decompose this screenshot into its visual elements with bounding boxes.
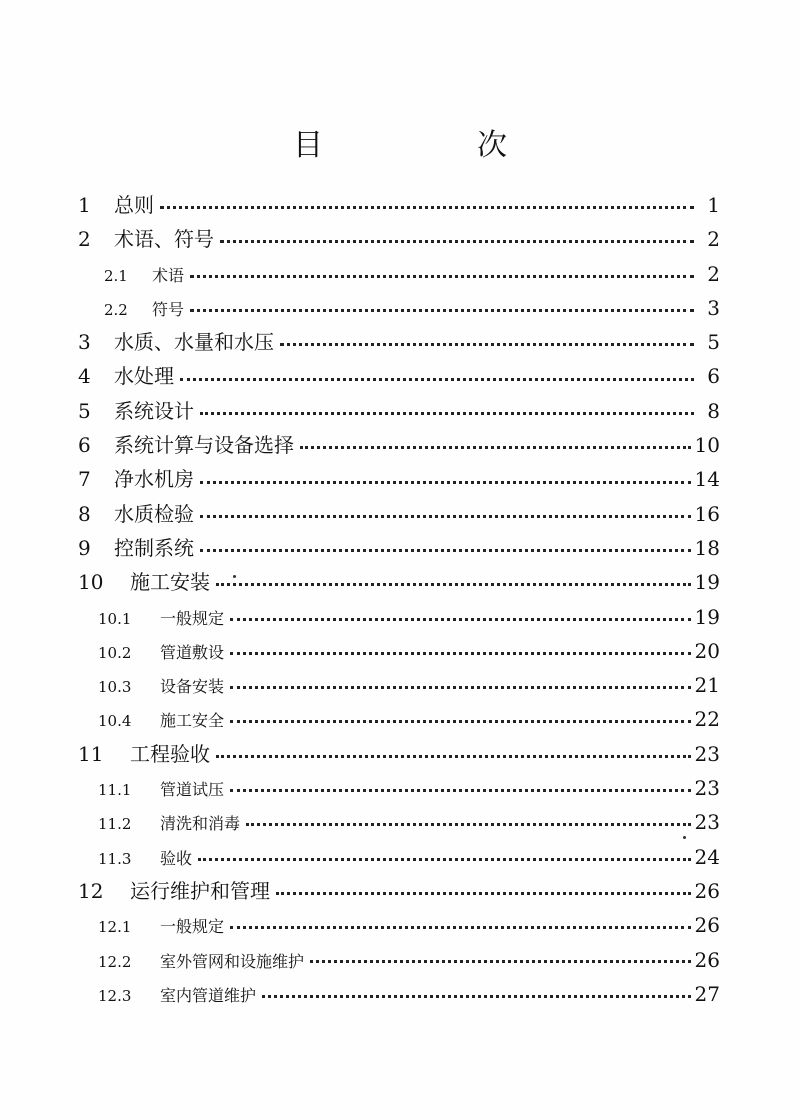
toc-entry-number: 9 <box>78 535 91 560</box>
toc-entry-page: 5 <box>707 330 720 355</box>
toc-entry-page: 10 <box>694 433 720 458</box>
toc-entry-label: 设备安装 <box>160 677 225 697</box>
toc-entry-page: 16 <box>694 501 720 526</box>
leader-dots <box>200 470 691 490</box>
toc-entry[interactable] <box>78 222 720 256</box>
toc-entry-label: 术语 <box>152 265 185 285</box>
toc-entry-label: 运行维护和管理 <box>130 878 270 903</box>
toc-entry-number: 2.1 <box>104 266 128 285</box>
toc-entry-page: 6 <box>707 364 720 389</box>
leader-dots <box>276 881 691 901</box>
toc-entry-page: 23 <box>694 776 720 801</box>
toc-entry[interactable] <box>78 257 720 291</box>
toc-entry-page: 26 <box>694 878 720 903</box>
table-of-contents <box>78 188 720 1011</box>
toc-entry[interactable] <box>78 874 720 908</box>
leader-dots <box>216 572 691 592</box>
toc-entry-label: 控制系统 <box>114 535 194 560</box>
toc-entry-number: 11.1 <box>98 781 132 800</box>
page-title: 目 次 <box>293 128 569 164</box>
toc-entry[interactable] <box>78 943 720 977</box>
toc-entry-number: 10.2 <box>98 643 132 662</box>
toc-entry[interactable] <box>78 325 720 359</box>
leader-dots <box>198 849 691 865</box>
toc-entry[interactable] <box>78 394 720 428</box>
toc-entry-page: 18 <box>694 535 720 560</box>
toc-entry-label: 一般规定 <box>160 917 225 937</box>
leader-dots <box>230 643 691 659</box>
toc-entry[interactable] <box>78 188 720 222</box>
toc-entry[interactable] <box>78 805 720 839</box>
toc-entry-number: 6 <box>78 433 91 458</box>
scan-speck <box>683 836 686 839</box>
toc-entry-page: 26 <box>694 947 720 972</box>
toc-entry-page: 8 <box>707 398 720 423</box>
toc-entry-page: 1 <box>707 193 720 217</box>
toc-entry-label: 系统计算与设备选择 <box>114 433 294 458</box>
toc-entry-label: 系统设计 <box>114 398 194 423</box>
toc-entry-page: 27 <box>694 981 720 1006</box>
leader-dots <box>230 677 691 693</box>
toc-entry-number: 11.3 <box>98 849 132 868</box>
toc-entry-label: 施工安全 <box>160 711 225 731</box>
toc-entry-label: 术语、符号 <box>114 227 214 252</box>
leader-dots <box>230 780 691 796</box>
toc-entry[interactable] <box>78 462 720 496</box>
toc-entry-label: 验收 <box>160 848 193 868</box>
leader-dots <box>190 300 694 316</box>
toc-entry[interactable] <box>78 668 720 702</box>
toc-entry-number: 10.1 <box>98 609 132 628</box>
toc-entry-number: 12.2 <box>98 952 132 971</box>
toc-entry[interactable] <box>78 840 720 874</box>
toc-entry-number: 1 <box>78 193 91 217</box>
toc-entry-page: 3 <box>707 295 720 320</box>
leader-dots <box>262 986 691 1002</box>
toc-entry[interactable] <box>78 702 720 736</box>
toc-entry[interactable] <box>78 497 720 531</box>
toc-entry-page: 20 <box>694 638 720 663</box>
toc-entry-label: 水质检验 <box>114 501 194 526</box>
toc-entry-label: 水质、水量和水压 <box>114 330 274 355</box>
leader-dots <box>216 744 691 764</box>
leader-dots <box>190 266 694 282</box>
toc-entry-number: 11 <box>78 741 104 766</box>
leader-dots <box>280 332 694 352</box>
toc-entry-number: 4 <box>78 364 91 389</box>
leader-dots <box>230 917 691 933</box>
toc-entry-number: 10 <box>78 570 104 595</box>
toc-entry-number: 11.2 <box>98 815 132 834</box>
toc-entry-page: 14 <box>694 467 720 492</box>
toc-entry-page: 23 <box>694 741 720 766</box>
leader-dots <box>300 435 691 455</box>
toc-entry-label: 室外管网和设施维护 <box>160 951 305 971</box>
toc-entry-page: 24 <box>694 844 720 869</box>
toc-entry-number: 2.2 <box>104 300 128 319</box>
toc-entry-number: 8 <box>78 501 91 526</box>
toc-entry-label: 管道试压 <box>160 780 225 800</box>
leader-dots <box>200 538 691 558</box>
toc-entry-number: 5 <box>78 398 91 423</box>
toc-entry-label: 清洗和消毒 <box>160 814 241 834</box>
toc-entry-page: 2 <box>707 261 720 286</box>
toc-entry-page: 26 <box>694 913 720 938</box>
toc-entry[interactable] <box>78 600 720 634</box>
toc-entry[interactable] <box>78 428 720 462</box>
toc-entry-page: 23 <box>694 810 720 835</box>
toc-entry-label: 水处理 <box>114 364 174 389</box>
toc-entry-label: 施工安装 <box>130 570 210 595</box>
leader-dots <box>246 814 691 830</box>
toc-entry[interactable] <box>78 977 720 1011</box>
toc-entry-label: 净水机房 <box>114 467 194 492</box>
toc-entry-label: 工程验收 <box>130 741 210 766</box>
toc-entry-label: 室内管道维护 <box>160 985 257 1005</box>
leader-dots <box>220 229 694 249</box>
toc-entry[interactable] <box>78 908 720 942</box>
toc-entry[interactable] <box>78 565 720 599</box>
toc-entry-number: 3 <box>78 330 91 355</box>
toc-entry-page: 2 <box>707 227 720 252</box>
toc-entry[interactable] <box>78 634 720 668</box>
toc-entry[interactable] <box>78 291 720 325</box>
leader-dots <box>230 712 691 728</box>
toc-entry-page: 19 <box>694 570 720 595</box>
toc-entry-label: 管道敷设 <box>160 642 225 662</box>
toc-entry-label: 总则 <box>114 193 154 217</box>
scan-speck <box>233 575 236 578</box>
toc-entry-page: 22 <box>694 707 720 732</box>
leader-dots <box>230 609 691 625</box>
leader-dots <box>160 195 694 215</box>
toc-entry-number: 12 <box>78 878 104 903</box>
toc-entry[interactable] <box>78 771 720 805</box>
toc-entry-page: 19 <box>694 604 720 629</box>
toc-entry-number: 2 <box>78 227 91 252</box>
toc-entry-number: 12.1 <box>98 918 132 937</box>
toc-entry-number: 10.3 <box>98 678 132 697</box>
toc-entry[interactable] <box>78 359 720 393</box>
toc-entry[interactable] <box>78 531 720 565</box>
toc-entry[interactable] <box>78 737 720 771</box>
leader-dots <box>200 504 691 524</box>
leader-dots <box>180 367 694 387</box>
toc-entry-number: 10.4 <box>98 712 132 731</box>
toc-entry-number: 7 <box>78 467 91 492</box>
leader-dots <box>310 952 691 968</box>
toc-entry-page: 21 <box>694 673 720 698</box>
toc-entry-label: 一般规定 <box>160 608 225 628</box>
leader-dots <box>200 401 694 421</box>
toc-entry-label: 符号 <box>152 299 185 319</box>
toc-entry-number: 12.3 <box>98 986 132 1005</box>
